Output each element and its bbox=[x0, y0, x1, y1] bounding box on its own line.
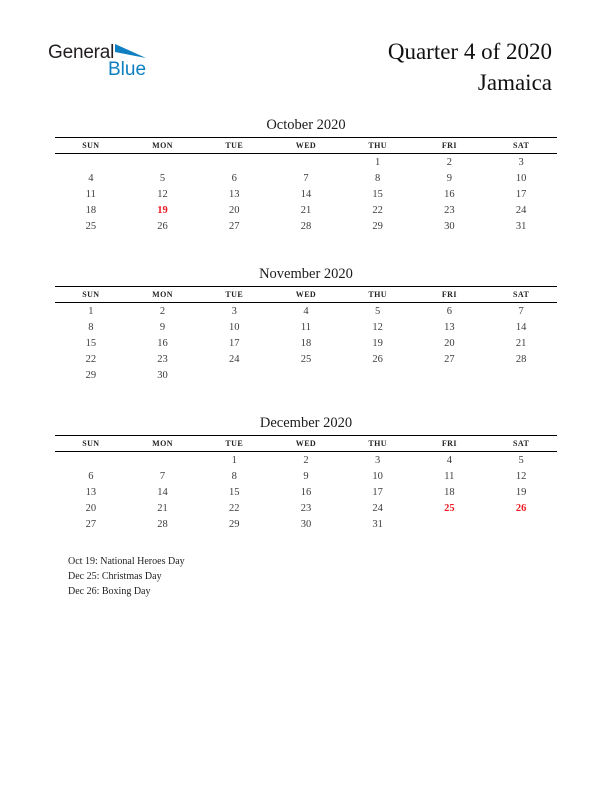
calendar-week-row bbox=[55, 186, 557, 202]
calendar-table bbox=[55, 137, 557, 234]
calendar-day-cell: 7 bbox=[303, 172, 309, 184]
calendar-empty-cell bbox=[270, 367, 342, 383]
calendar-day-cell: 17 bbox=[229, 337, 240, 349]
calendar-day-cell: 2 bbox=[159, 305, 166, 317]
calendar-day-cell: 27 bbox=[444, 353, 455, 365]
logo-blue-text: Blue bbox=[108, 59, 147, 80]
weekday-header: SAT bbox=[485, 436, 557, 452]
calendar-day-cell: 17 bbox=[515, 188, 527, 200]
calendar-day-cell: 12 bbox=[515, 470, 527, 482]
holiday-legend bbox=[68, 554, 185, 600]
weekday-header: WED bbox=[270, 287, 342, 303]
calendar-day-cell: 7 bbox=[518, 305, 524, 317]
calendar-day-cell: 15 bbox=[85, 337, 97, 349]
month-title: November 2020 bbox=[259, 266, 353, 282]
weekday-header: SUN bbox=[55, 287, 127, 303]
holiday-date-cell: 26 bbox=[515, 502, 527, 514]
weekday-header-row bbox=[55, 287, 557, 303]
calendar-day-cell: 10 bbox=[229, 321, 240, 333]
calendar-day-cell: 30 bbox=[300, 518, 312, 530]
calendar-week-row bbox=[55, 468, 557, 484]
calendar-week-row bbox=[55, 335, 557, 351]
calendar-day-cell: 5 bbox=[159, 172, 166, 184]
calendar-day-cell: 13 bbox=[229, 188, 240, 200]
calendar-empty-cell bbox=[127, 452, 199, 469]
weekday-header: THU bbox=[342, 287, 414, 303]
calendar-empty-cell bbox=[198, 154, 270, 171]
calendar-day-cell: 25 bbox=[300, 353, 312, 365]
calendar-day-cell: 14 bbox=[300, 188, 312, 200]
page-title-quarter: Quarter 4 of 2020 bbox=[387, 39, 552, 64]
calendar-day-cell: 20 bbox=[444, 337, 455, 349]
calendar-day-cell: 19 bbox=[515, 486, 527, 498]
weekday-header: MON bbox=[127, 436, 199, 452]
calendar-day-cell: 22 bbox=[85, 353, 97, 365]
calendar-day-cell: 12 bbox=[157, 188, 168, 200]
calendar-day-cell: 21 bbox=[515, 337, 527, 349]
logo-general-text: General bbox=[48, 42, 115, 63]
calendar-day-cell: 11 bbox=[444, 470, 455, 482]
calendar-week-row bbox=[55, 500, 557, 516]
calendar-week-row bbox=[55, 319, 557, 335]
calendar-day-cell: 29 bbox=[229, 518, 240, 530]
calendar-day-cell: 22 bbox=[229, 502, 240, 514]
month-title: December 2020 bbox=[259, 415, 353, 431]
calendar-day-cell: 29 bbox=[372, 220, 383, 232]
calendar-day-cell: 26 bbox=[372, 353, 383, 365]
calendar-day-cell: 21 bbox=[157, 502, 168, 514]
calendar-day-cell: 18 bbox=[444, 486, 455, 498]
weekday-header: FRI bbox=[414, 138, 486, 154]
calendar-day-cell: 1 bbox=[375, 156, 381, 168]
calendar-day-cell: 31 bbox=[372, 518, 383, 530]
calendar-day-cell: 29 bbox=[85, 369, 97, 381]
calendar-day-cell: 13 bbox=[85, 486, 97, 498]
calendar-day-cell: 3 bbox=[231, 305, 237, 317]
calendar-day-cell: 10 bbox=[515, 172, 527, 184]
calendar-day-cell: 24 bbox=[515, 204, 527, 216]
calendar-day-cell: 17 bbox=[372, 486, 383, 498]
legend-item: Dec 26: Boxing Day bbox=[68, 586, 151, 598]
calendar-day-cell: 14 bbox=[157, 486, 168, 498]
calendar-day-cell: 27 bbox=[85, 518, 97, 530]
logo-flag-icon bbox=[115, 44, 147, 60]
calendar-day-cell: 18 bbox=[85, 204, 97, 216]
calendar-week-row bbox=[55, 170, 557, 186]
general-blue-logo bbox=[48, 43, 168, 83]
calendar-day-cell: 25 bbox=[85, 220, 97, 232]
calendar-day-cell: 9 bbox=[303, 470, 309, 482]
month-title: October 2020 bbox=[266, 117, 346, 133]
calendar-day-cell: 28 bbox=[300, 220, 312, 232]
calendar-day-cell: 4 bbox=[303, 305, 309, 317]
page-title-region: Jamaica bbox=[477, 70, 552, 95]
calendar-empty-cell bbox=[127, 154, 199, 171]
calendar-day-cell: 30 bbox=[157, 369, 168, 381]
calendar-day-cell: 13 bbox=[444, 321, 455, 333]
weekday-header: TUE bbox=[198, 287, 270, 303]
calendar-day-cell: 30 bbox=[444, 220, 455, 232]
calendar-december bbox=[55, 414, 557, 532]
calendar-empty-cell bbox=[414, 367, 486, 383]
calendar-day-cell: 4 bbox=[446, 454, 452, 466]
calendar-day-cell: 6 bbox=[88, 470, 94, 482]
calendar-day-cell: 27 bbox=[229, 220, 240, 232]
weekday-header: WED bbox=[270, 436, 342, 452]
holiday-date-cell: 25 bbox=[444, 502, 455, 514]
calendar-day-cell: 11 bbox=[85, 188, 96, 200]
calendar-day-cell: 26 bbox=[157, 220, 168, 232]
calendar-empty-cell bbox=[55, 452, 127, 469]
calendar-day-cell: 3 bbox=[518, 156, 524, 168]
weekday-header: TUE bbox=[198, 138, 270, 154]
weekday-header: SAT bbox=[485, 138, 557, 154]
calendar-empty-cell bbox=[414, 516, 486, 532]
calendar-day-cell: 1 bbox=[231, 454, 237, 466]
calendar-table bbox=[55, 435, 557, 532]
calendar-week-row bbox=[55, 367, 557, 383]
calendar-day-cell: 31 bbox=[515, 220, 527, 232]
page-title bbox=[388, 36, 552, 98]
calendar-day-cell: 20 bbox=[229, 204, 240, 216]
calendar-empty-cell bbox=[55, 154, 127, 171]
calendar-day-cell: 28 bbox=[515, 353, 527, 365]
weekday-header: WED bbox=[270, 138, 342, 154]
calendar-day-cell: 3 bbox=[375, 454, 381, 466]
calendar-day-cell: 22 bbox=[372, 204, 383, 216]
calendar-day-cell: 8 bbox=[88, 321, 94, 333]
calendar-day-cell: 23 bbox=[157, 353, 168, 365]
calendar-week-row bbox=[55, 452, 557, 469]
weekday-header: THU bbox=[342, 436, 414, 452]
weekday-header-row bbox=[55, 436, 557, 452]
calendar-day-cell: 9 bbox=[159, 321, 166, 333]
calendar-day-cell: 1 bbox=[88, 305, 94, 317]
calendar-day-cell: 9 bbox=[446, 172, 452, 184]
calendar-day-cell: 2 bbox=[446, 156, 452, 168]
weekday-header: FRI bbox=[414, 287, 486, 303]
calendar-empty-cell bbox=[485, 516, 557, 532]
calendar-day-cell: 5 bbox=[375, 305, 381, 317]
calendar-day-cell: 23 bbox=[300, 502, 312, 514]
calendar-day-cell: 14 bbox=[515, 321, 527, 333]
legend-item: Dec 25: Christmas Day bbox=[68, 571, 162, 583]
calendar-day-cell: 8 bbox=[375, 172, 381, 184]
calendar-day-cell: 4 bbox=[88, 172, 94, 184]
calendar-empty-cell bbox=[342, 367, 414, 383]
calendar-day-cell: 2 bbox=[303, 454, 309, 466]
calendar-day-cell: 19 bbox=[372, 337, 383, 349]
calendar-day-cell: 24 bbox=[372, 502, 383, 514]
weekday-header: SUN bbox=[55, 138, 127, 154]
calendar-day-cell: 12 bbox=[372, 321, 383, 333]
calendar-week-row bbox=[55, 484, 557, 500]
calendar-week-row bbox=[55, 516, 557, 532]
holiday-date-cell: 19 bbox=[157, 204, 168, 216]
calendar-day-cell: 23 bbox=[444, 204, 455, 216]
calendar-day-cell: 15 bbox=[229, 486, 240, 498]
calendar-day-cell: 5 bbox=[518, 454, 524, 466]
calendar-day-cell: 28 bbox=[157, 518, 168, 530]
calendar-day-cell: 8 bbox=[231, 470, 237, 482]
calendar-day-cell: 7 bbox=[159, 470, 166, 482]
calendar-day-cell: 6 bbox=[231, 172, 237, 184]
weekday-header: MON bbox=[127, 138, 199, 154]
calendar-november bbox=[55, 265, 557, 383]
calendar-empty-cell bbox=[198, 367, 270, 383]
calendar-week-row bbox=[55, 303, 557, 320]
calendar-day-cell: 24 bbox=[229, 353, 240, 365]
calendar-day-cell: 6 bbox=[446, 305, 452, 317]
legend-item: Oct 19: National Heroes Day bbox=[68, 556, 185, 567]
calendar-day-cell: 10 bbox=[372, 470, 383, 482]
calendar-day-cell: 15 bbox=[372, 188, 383, 200]
calendar-empty-cell bbox=[270, 154, 342, 171]
calendar-day-cell: 21 bbox=[300, 204, 312, 216]
calendar-week-row bbox=[55, 218, 557, 234]
weekday-header: TUE bbox=[198, 436, 270, 452]
calendar-table bbox=[55, 286, 557, 383]
calendar-week-row bbox=[55, 202, 557, 218]
weekday-header: FRI bbox=[414, 436, 486, 452]
calendar-day-cell: 18 bbox=[300, 337, 312, 349]
calendar-day-cell: 16 bbox=[157, 337, 168, 349]
weekday-header: SAT bbox=[485, 287, 557, 303]
weekday-header: SUN bbox=[55, 436, 127, 452]
weekday-header: MON bbox=[127, 287, 199, 303]
calendar-day-cell: 16 bbox=[300, 486, 312, 498]
calendar-week-row bbox=[55, 154, 557, 171]
calendar-empty-cell bbox=[485, 367, 557, 383]
calendar-day-cell: 11 bbox=[300, 321, 312, 333]
calendar-day-cell: 16 bbox=[444, 188, 455, 200]
calendar-week-row bbox=[55, 351, 557, 367]
calendar-day-cell: 20 bbox=[85, 502, 97, 514]
calendar-october bbox=[55, 116, 557, 234]
weekday-header: THU bbox=[342, 138, 414, 154]
weekday-header-row bbox=[55, 138, 557, 154]
